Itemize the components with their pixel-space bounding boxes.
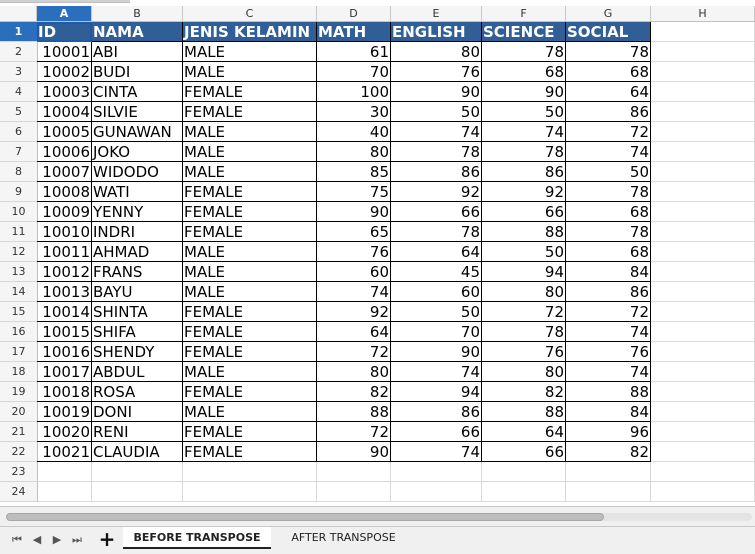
table-cell[interactable]: 10012 xyxy=(37,262,92,282)
table-cell[interactable]: 80 xyxy=(317,362,391,382)
column-header-b[interactable]: B xyxy=(92,6,183,21)
table-cell[interactable]: 92 xyxy=(391,182,482,202)
empty-cell[interactable] xyxy=(482,482,566,502)
table-cell[interactable]: 50 xyxy=(391,302,482,322)
table-cell[interactable]: 78 xyxy=(566,42,651,62)
empty-cell[interactable] xyxy=(651,242,755,262)
table-cell[interactable]: 74 xyxy=(482,122,566,142)
table-row xyxy=(37,242,755,262)
table-cell[interactable]: 68 xyxy=(566,242,651,262)
table-cell[interactable]: 94 xyxy=(391,382,482,402)
table-cell[interactable]: MALE xyxy=(183,142,317,162)
table-cell[interactable]: MALE xyxy=(183,282,317,302)
table-cell[interactable]: 30 xyxy=(317,102,391,122)
table-cell[interactable]: 64 xyxy=(482,422,566,442)
sheet-tab-before-transpose[interactable]: BEFORE TRANSPOSE xyxy=(123,527,271,549)
empty-cell[interactable] xyxy=(651,302,755,322)
table-cell[interactable]: 78 xyxy=(482,322,566,342)
header-cell[interactable]: JENIS KELAMIN xyxy=(183,22,317,42)
table-cell[interactable]: 80 xyxy=(482,282,566,302)
row-header-7[interactable]: 7 xyxy=(0,142,37,162)
table-cell[interactable]: 10001 xyxy=(37,42,92,62)
top-tab-edge xyxy=(0,0,130,3)
table-cell[interactable]: 84 xyxy=(566,262,651,282)
row-header-14[interactable]: 14 xyxy=(0,282,37,302)
empty-cell[interactable] xyxy=(651,62,755,82)
table-cell[interactable]: FEMALE xyxy=(183,302,317,322)
empty-cell[interactable] xyxy=(317,482,391,502)
table-row xyxy=(37,442,755,462)
table-cell[interactable]: 88 xyxy=(566,382,651,402)
table-row xyxy=(37,122,755,142)
empty-cell[interactable] xyxy=(92,482,183,502)
table-cell[interactable]: FEMALE xyxy=(183,222,317,242)
header-cell[interactable]: MATH xyxy=(317,22,391,42)
empty-cell[interactable] xyxy=(391,462,482,482)
table-cell[interactable]: 90 xyxy=(391,82,482,102)
empty-cell[interactable] xyxy=(37,482,92,502)
table-cell[interactable]: 76 xyxy=(391,62,482,82)
table-cell[interactable]: 74 xyxy=(566,362,651,382)
table-cell[interactable]: 76 xyxy=(482,342,566,362)
table-cell[interactable]: 50 xyxy=(391,102,482,122)
table-row xyxy=(37,482,755,502)
table-cell[interactable]: 50 xyxy=(482,102,566,122)
table-cell[interactable]: 64 xyxy=(566,82,651,102)
table-cell[interactable]: 80 xyxy=(391,42,482,62)
table-cell[interactable]: 74 xyxy=(391,122,482,142)
table-cell[interactable]: DONI xyxy=(92,402,183,422)
table-cell[interactable]: 78 xyxy=(482,142,566,162)
table-cell[interactable]: ABDUL xyxy=(92,362,183,382)
table-cell[interactable]: MALE xyxy=(183,402,317,422)
empty-cell[interactable] xyxy=(651,202,755,222)
table-cell[interactable]: 78 xyxy=(566,182,651,202)
last-sheet-icon[interactable]: ⏭ xyxy=(72,533,82,546)
empty-cell[interactable] xyxy=(183,462,317,482)
row-header-17[interactable]: 17 xyxy=(0,342,37,362)
table-cell[interactable]: 10009 xyxy=(37,202,92,222)
table-cell[interactable]: 86 xyxy=(391,402,482,422)
table-cell[interactable]: ROSA xyxy=(92,382,183,402)
table-cell[interactable]: 40 xyxy=(317,122,391,142)
row-header-3[interactable]: 3 xyxy=(0,62,37,82)
table-cell[interactable]: SHINTA xyxy=(92,302,183,322)
table-cell[interactable]: 90 xyxy=(391,342,482,362)
table-cell[interactable]: 70 xyxy=(317,62,391,82)
table-cell[interactable]: 10021 xyxy=(37,442,92,462)
row-header-22[interactable]: 22 xyxy=(0,442,37,462)
empty-cell[interactable] xyxy=(482,462,566,482)
next-sheet-icon[interactable]: ▶ xyxy=(52,533,62,546)
table-cell[interactable]: FEMALE xyxy=(183,442,317,462)
table-cell[interactable]: ABI xyxy=(92,42,183,62)
table-cell[interactable]: 10010 xyxy=(37,222,92,242)
empty-cell[interactable] xyxy=(651,22,755,42)
table-cell[interactable]: 96 xyxy=(566,422,651,442)
table-cell[interactable]: MALE xyxy=(183,162,317,182)
column-header-d[interactable]: D xyxy=(317,6,391,21)
table-cell[interactable]: 86 xyxy=(566,282,651,302)
table-cell[interactable]: YENNY xyxy=(92,202,183,222)
column-header-bar xyxy=(0,6,755,22)
table-cell[interactable]: 10015 xyxy=(37,322,92,342)
table-cell[interactable]: 100 xyxy=(317,82,391,102)
row-header-9[interactable]: 9 xyxy=(0,182,37,202)
table-row xyxy=(37,382,755,402)
row-header-23[interactable]: 23 xyxy=(0,462,37,482)
table-cell[interactable]: 90 xyxy=(482,82,566,102)
table-row xyxy=(37,62,755,82)
table-cell[interactable]: 84 xyxy=(566,402,651,422)
row-header-20[interactable]: 20 xyxy=(0,402,37,422)
table-cell[interactable]: CLAUDIA xyxy=(92,442,183,462)
table-cell[interactable]: 10014 xyxy=(37,302,92,322)
table-cell[interactable]: 94 xyxy=(482,262,566,282)
table-cell[interactable]: WIDODO xyxy=(92,162,183,182)
table-cell[interactable]: 76 xyxy=(317,242,391,262)
sheet-tab-after-transpose[interactable]: AFTER TRANSPOSE xyxy=(291,531,396,544)
table-cell[interactable]: 50 xyxy=(566,162,651,182)
table-cell[interactable]: 90 xyxy=(317,442,391,462)
table-row xyxy=(37,182,755,202)
column-header-g[interactable]: G xyxy=(566,6,651,21)
table-cell[interactable]: 10008 xyxy=(37,182,92,202)
empty-cell[interactable] xyxy=(651,102,755,122)
row-header-4[interactable]: 4 xyxy=(0,82,37,102)
table-cell[interactable]: 82 xyxy=(317,382,391,402)
table-cell[interactable]: 72 xyxy=(566,122,651,142)
empty-cell[interactable] xyxy=(651,222,755,242)
table-row xyxy=(37,362,755,382)
table-cell[interactable]: RENI xyxy=(92,422,183,442)
table-cell[interactable]: MALE xyxy=(183,122,317,142)
table-row xyxy=(37,82,755,102)
table-row xyxy=(37,102,755,122)
table-cell[interactable]: 75 xyxy=(317,182,391,202)
table-cell[interactable]: 66 xyxy=(391,422,482,442)
table-cell[interactable]: 10002 xyxy=(37,62,92,82)
table-cell[interactable]: 78 xyxy=(566,222,651,242)
table-row xyxy=(37,302,755,322)
table-cell[interactable]: FEMALE xyxy=(183,342,317,362)
table-cell[interactable]: 78 xyxy=(391,142,482,162)
table-cell[interactable]: 92 xyxy=(317,302,391,322)
table-row xyxy=(37,462,755,482)
row-header-1[interactable]: 1 xyxy=(0,22,37,42)
empty-cell[interactable] xyxy=(566,482,651,502)
row-header-15[interactable]: 15 xyxy=(0,302,37,322)
horizontal-scrollbar-thumb[interactable] xyxy=(6,513,604,521)
table-cell[interactable]: 85 xyxy=(317,162,391,182)
row-header-18[interactable]: 18 xyxy=(0,362,37,382)
empty-cell[interactable] xyxy=(651,342,755,362)
table-cell[interactable]: 88 xyxy=(482,222,566,242)
empty-cell[interactable] xyxy=(651,122,755,142)
empty-cell[interactable] xyxy=(651,462,755,482)
table-cell[interactable]: 78 xyxy=(391,222,482,242)
table-cell[interactable]: 74 xyxy=(317,282,391,302)
table-cell[interactable]: 10011 xyxy=(37,242,92,262)
table-cell[interactable]: 61 xyxy=(317,42,391,62)
table-cell[interactable]: SHENDY xyxy=(92,342,183,362)
row-header-12[interactable]: 12 xyxy=(0,242,37,262)
table-cell[interactable]: 90 xyxy=(317,202,391,222)
header-cell[interactable]: NAMA xyxy=(92,22,183,42)
table-cell[interactable]: 68 xyxy=(482,62,566,82)
empty-cell[interactable] xyxy=(651,282,755,302)
table-row xyxy=(37,142,755,162)
table-cell[interactable]: 66 xyxy=(391,202,482,222)
table-cell[interactable]: 10007 xyxy=(37,162,92,182)
header-cell[interactable]: ID xyxy=(37,22,92,42)
table-cell[interactable]: 10019 xyxy=(37,402,92,422)
table-cell[interactable]: WATI xyxy=(92,182,183,202)
table-cell[interactable]: MALE xyxy=(183,242,317,262)
table-cell[interactable]: FEMALE xyxy=(183,202,317,222)
prev-sheet-icon[interactable]: ◀ xyxy=(32,533,42,546)
table-cell[interactable]: 74 xyxy=(391,362,482,382)
table-cell[interactable]: 10017 xyxy=(37,362,92,382)
row-header-24[interactable]: 24 xyxy=(0,482,37,502)
empty-cell[interactable] xyxy=(92,462,183,482)
table-cell[interactable]: 10003 xyxy=(37,82,92,102)
empty-cell[interactable] xyxy=(651,362,755,382)
table-row xyxy=(37,202,755,222)
row-header-6[interactable]: 6 xyxy=(0,122,37,142)
table-cell[interactable]: 88 xyxy=(482,402,566,422)
table-header-row xyxy=(37,22,755,42)
table-cell[interactable]: FEMALE xyxy=(183,322,317,342)
table-cell[interactable]: 60 xyxy=(391,282,482,302)
spreadsheet-grid[interactable] xyxy=(37,22,755,502)
add-sheet-icon[interactable]: + xyxy=(98,527,116,551)
table-cell[interactable]: BAYU xyxy=(92,282,183,302)
table-cell[interactable]: 86 xyxy=(391,162,482,182)
row-header-8[interactable]: 8 xyxy=(0,162,37,182)
table-cell[interactable]: INDRI xyxy=(92,222,183,242)
table-cell[interactable]: 88 xyxy=(317,402,391,422)
empty-cell[interactable] xyxy=(651,182,755,202)
empty-cell[interactable] xyxy=(391,482,482,502)
table-cell[interactable]: 72 xyxy=(566,302,651,322)
horizontal-scroll-area xyxy=(0,506,755,527)
empty-cell[interactable] xyxy=(651,262,755,282)
table-cell[interactable]: 72 xyxy=(317,342,391,362)
row-header-bar xyxy=(0,22,38,502)
table-cell[interactable]: FEMALE xyxy=(183,382,317,402)
table-cell[interactable]: 66 xyxy=(482,442,566,462)
table-row xyxy=(37,282,755,302)
column-header-e[interactable]: E xyxy=(391,6,482,21)
table-cell[interactable]: FEMALE xyxy=(183,102,317,122)
table-row xyxy=(37,262,755,282)
column-header-a[interactable]: A xyxy=(37,6,92,21)
table-cell[interactable]: 72 xyxy=(482,302,566,322)
empty-cell[interactable] xyxy=(651,442,755,462)
table-cell[interactable]: CINTA xyxy=(92,82,183,102)
table-cell[interactable]: 86 xyxy=(566,102,651,122)
table-cell[interactable]: FEMALE xyxy=(183,182,317,202)
row-header-11[interactable]: 11 xyxy=(0,222,37,242)
table-cell[interactable]: AHMAD xyxy=(92,242,183,262)
column-header-f[interactable]: F xyxy=(482,6,566,21)
empty-cell[interactable] xyxy=(651,162,755,182)
row-header-21[interactable]: 21 xyxy=(0,422,37,442)
table-cell[interactable]: GUNAWAN xyxy=(92,122,183,142)
table-cell[interactable]: 60 xyxy=(317,262,391,282)
table-cell[interactable]: 82 xyxy=(482,382,566,402)
header-cell[interactable]: SCIENCE xyxy=(482,22,566,42)
table-cell[interactable]: 82 xyxy=(566,442,651,462)
header-cell[interactable]: ENGLISH xyxy=(391,22,482,42)
table-cell[interactable]: MALE xyxy=(183,262,317,282)
column-header-h[interactable]: H xyxy=(651,6,755,21)
table-row xyxy=(37,222,755,242)
table-cell[interactable]: 10013 xyxy=(37,282,92,302)
empty-cell[interactable] xyxy=(317,462,391,482)
table-cell[interactable]: MALE xyxy=(183,42,317,62)
sheet-tab-bar xyxy=(0,526,755,554)
row-header-13[interactable]: 13 xyxy=(0,262,37,282)
table-row xyxy=(37,42,755,62)
table-cell[interactable]: FEMALE xyxy=(183,82,317,102)
table-cell[interactable]: 68 xyxy=(566,62,651,82)
row-header-16[interactable]: 16 xyxy=(0,322,37,342)
empty-cell[interactable] xyxy=(651,322,755,342)
empty-cell[interactable] xyxy=(37,462,92,482)
empty-cell[interactable] xyxy=(651,82,755,102)
table-row xyxy=(37,402,755,422)
table-cell[interactable]: 10006 xyxy=(37,142,92,162)
table-cell[interactable]: 10020 xyxy=(37,422,92,442)
table-cell[interactable]: 10018 xyxy=(37,382,92,402)
row-header-19[interactable]: 19 xyxy=(0,382,37,402)
empty-cell[interactable] xyxy=(651,142,755,162)
table-row xyxy=(37,422,755,442)
table-cell[interactable]: FRANS xyxy=(92,262,183,282)
table-cell[interactable]: 74 xyxy=(391,442,482,462)
empty-cell[interactable] xyxy=(651,382,755,402)
table-cell[interactable]: MALE xyxy=(183,62,317,82)
table-cell[interactable]: 45 xyxy=(391,262,482,282)
table-cell[interactable]: 64 xyxy=(391,242,482,262)
table-row xyxy=(37,162,755,182)
table-cell[interactable]: BUDI xyxy=(92,62,183,82)
table-cell[interactable]: 10005 xyxy=(37,122,92,142)
empty-cell[interactable] xyxy=(651,482,755,502)
empty-cell[interactable] xyxy=(183,482,317,502)
empty-cell[interactable] xyxy=(566,462,651,482)
row-header-5[interactable]: 5 xyxy=(0,102,37,122)
table-cell[interactable]: MALE xyxy=(183,362,317,382)
table-cell[interactable]: 66 xyxy=(482,202,566,222)
table-cell[interactable]: 76 xyxy=(566,342,651,362)
table-cell[interactable]: 65 xyxy=(317,222,391,242)
table-cell[interactable]: 72 xyxy=(317,422,391,442)
table-cell[interactable]: JOKO xyxy=(92,142,183,162)
first-sheet-icon[interactable]: ⏮ xyxy=(12,533,22,546)
horizontal-scrollbar-track[interactable] xyxy=(6,513,752,521)
table-cell[interactable]: 92 xyxy=(482,182,566,202)
table-row xyxy=(37,342,755,362)
table-cell[interactable]: 64 xyxy=(317,322,391,342)
table-cell[interactable]: 86 xyxy=(482,162,566,182)
table-cell[interactable]: 80 xyxy=(317,142,391,162)
table-cell[interactable]: 68 xyxy=(566,202,651,222)
table-cell[interactable]: 78 xyxy=(482,42,566,62)
empty-cell[interactable] xyxy=(651,42,755,62)
empty-cell[interactable] xyxy=(651,422,755,442)
table-cell[interactable]: 80 xyxy=(482,362,566,382)
table-cell[interactable]: 50 xyxy=(482,242,566,262)
table-cell[interactable]: SILVIE xyxy=(92,102,183,122)
table-cell[interactable]: 10016 xyxy=(37,342,92,362)
select-all-corner[interactable] xyxy=(0,6,37,21)
column-header-c[interactable]: C xyxy=(183,6,317,21)
table-cell[interactable]: 70 xyxy=(391,322,482,342)
row-header-10[interactable]: 10 xyxy=(0,202,37,222)
table-cell[interactable]: 10004 xyxy=(37,102,92,122)
table-cell[interactable]: 74 xyxy=(566,142,651,162)
empty-cell[interactable] xyxy=(651,402,755,422)
table-cell[interactable]: 74 xyxy=(566,322,651,342)
table-row xyxy=(37,322,755,342)
table-cell[interactable]: SHIFA xyxy=(92,322,183,342)
table-cell[interactable]: FEMALE xyxy=(183,422,317,442)
header-cell[interactable]: SOCIAL xyxy=(566,22,651,42)
row-header-2[interactable]: 2 xyxy=(0,42,37,62)
